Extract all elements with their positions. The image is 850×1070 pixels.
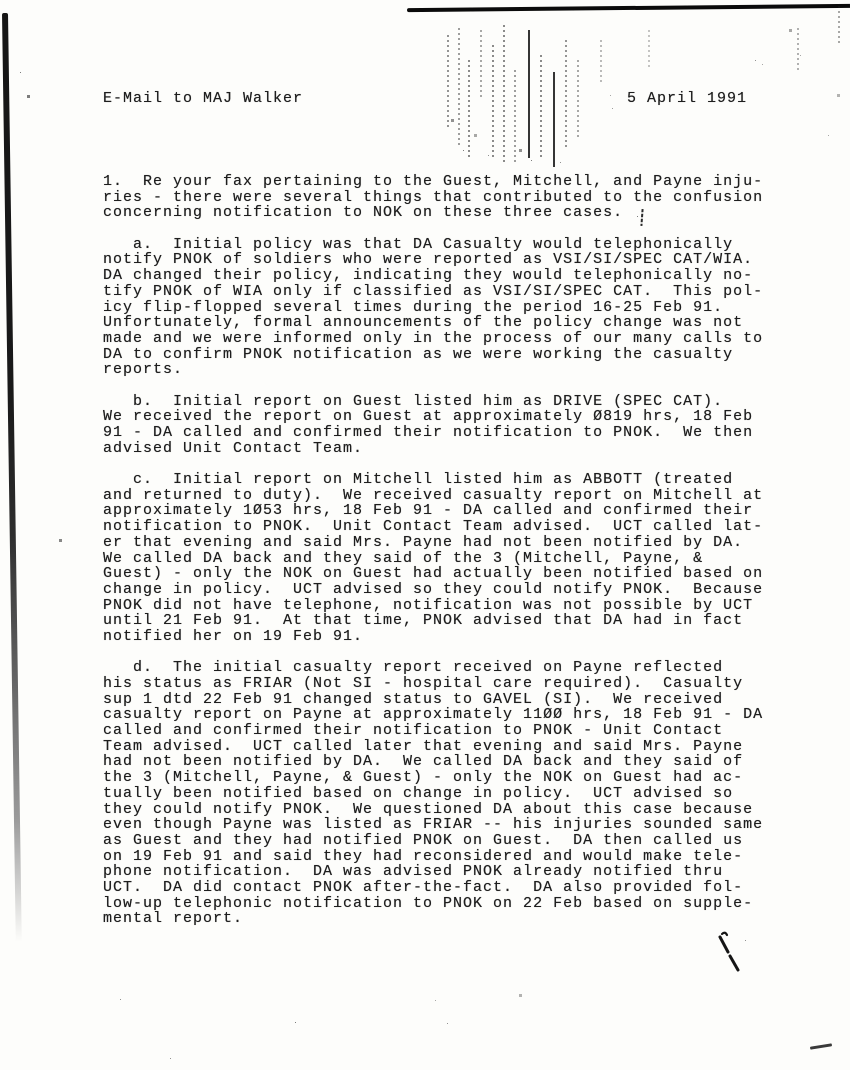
text-line: advised Unit Contact Team. [103,439,364,457]
text-line: tify PNOK of WIA only if classified as VSI/SI/SPEC CAT. This pol- [103,282,764,300]
memo-title: E-Mail to MAJ Walker [103,90,304,107]
text-line: 1. Re your fax pertaining to the Guest, Mitchell, and Payne inju- [103,173,764,190]
text-line: casualty report on Payne at approximately 11ØØ hrs, 18 Feb 91 - DA [103,706,764,724]
text-line: DA changed their policy, indicating they would telephonically no- [103,267,754,285]
text-line: notified her on 19 Feb 91. [103,627,364,645]
text-line: We received the report on Guest at approximately Ø819 hrs, 18 Feb [103,408,754,426]
text-line: Guest) - only the NOK on Guest had actually been notified based on [103,565,764,583]
text-line: low-up telephonic notification to PNOK on 22 Feb based on supple- [103,894,754,912]
text-line: b. Initial report on Guest listed him as DRIVE (SPEC CAT). [103,392,724,410]
text-line: c. Initial report on Mitchell listed him as ABBOTT (treated [103,471,734,489]
scan-noise-streak [600,40,602,85]
scan-noise-streak [797,28,799,73]
text-line: notify PNOK of soldiers who were reported as VSI/SI/SPEC CAT/WIA. [103,251,754,269]
scan-top-edge-artifact [407,4,850,12]
scan-noise-streak [838,6,840,46]
text-line: sup 1 dtd 22 Feb 91 changed status to GAVEL (SI). We received [103,690,724,708]
text-line: Team advised. UCT called later that evening and said Mrs. Payne [103,737,744,755]
text-line: Unfortunately, formal announcements of the policy change was not [103,314,744,332]
text-line: d. The initial casualty report received on Payne reflected [103,659,724,677]
scan-left-edge-artifact [2,13,22,961]
paragraph [103,237,763,378]
text-line: they could notify PNOK. We questioned DA about this case because [103,800,754,818]
text-line: change in policy. UCT advised so they could notify PNOK. Because [103,580,764,598]
memo-date: 5 April 1991 [626,90,747,107]
text-line: ries - there were several things that contributed to the confusion [103,188,764,206]
text-line: even though Payne was listed as FRIAR -- his injuries sounded same [103,816,764,834]
scan-noise-streak [447,35,449,130]
text-line: phone notification. DA was advised PNOK already notified thru [103,863,724,881]
scan-noise-streak [540,55,542,160]
scan-noise-streak [514,70,516,165]
text-line: on 19 Feb 91 and said they had reconsidered and would make tele- [103,847,744,865]
text-line: made and we were informed only in the process of our many calls to [103,329,764,347]
text-line: had not been notified by DA. We called DA back and they said of [103,753,744,771]
text-line: er that evening and said Mrs. Payne had not been notified by DA. [103,533,744,551]
scan-dash-artifact [810,1043,832,1049]
paragraph [103,472,763,645]
text-line: UCT. DA did contact PNOK after-the-fact. DA also provided fol- [103,878,744,896]
text-line: 91 - DA called and confirmed their notification to PNOK. We then [103,424,754,441]
text-line: as Guest and they had notified PNOK on Guest. DA then called us [103,831,744,849]
text-line: tually been notified based on change in policy. UCT advised so [103,784,734,802]
scan-speck-field [0,0,1,1]
scan-noise-streak [468,60,470,160]
scan-noise-streak [553,72,555,167]
text-line: until 21 Feb 91. At that time, PNOK advised that DA had in fact [103,612,744,630]
scan-noise-streak [648,30,650,70]
memo-body [103,174,763,943]
text-line: PNOK did not have telephone, notification was not possible by UCT [103,596,754,614]
text-line: called and confirmed their notification to PNOK - Unit Contact [103,722,724,740]
text-line: his status as FRIAR (Not SI - hospital care required). Casualty [103,675,744,692]
text-line: icy flip-flopped several times during the period 16-25 Feb 91. [103,298,724,316]
text-line: notification to PNOK. Unit Contact Team advised. UCT called lat- [103,518,764,536]
text-line: approximately 1Ø53 hrs, 18 Feb 91 - DA called and confirmed their [103,502,754,520]
memo-header [103,90,747,107]
text-line: We called DA back and they said of the 3 (Mitchell, Payne, & [103,549,704,567]
text-line: the 3 (Mitchell, Payne, & Guest) - only the NOK on Guest had ac- [103,769,744,787]
text-line: concerning notification to NOK on these three cases. [103,204,624,222]
text-line: mental report. [103,910,244,928]
text-line: and returned to duty). We received casualty report on Mitchell at [103,486,764,504]
scan-noise-streak [458,28,460,148]
paragraph [103,394,763,457]
paragraph [103,660,763,927]
text-line: a. Initial policy was that DA Casualty would telephonically [103,235,734,253]
paragraph [103,174,763,221]
text-line: reports. [103,361,184,379]
text-line: DA to confirm PNOK notification as we were working the casualty [103,345,734,363]
